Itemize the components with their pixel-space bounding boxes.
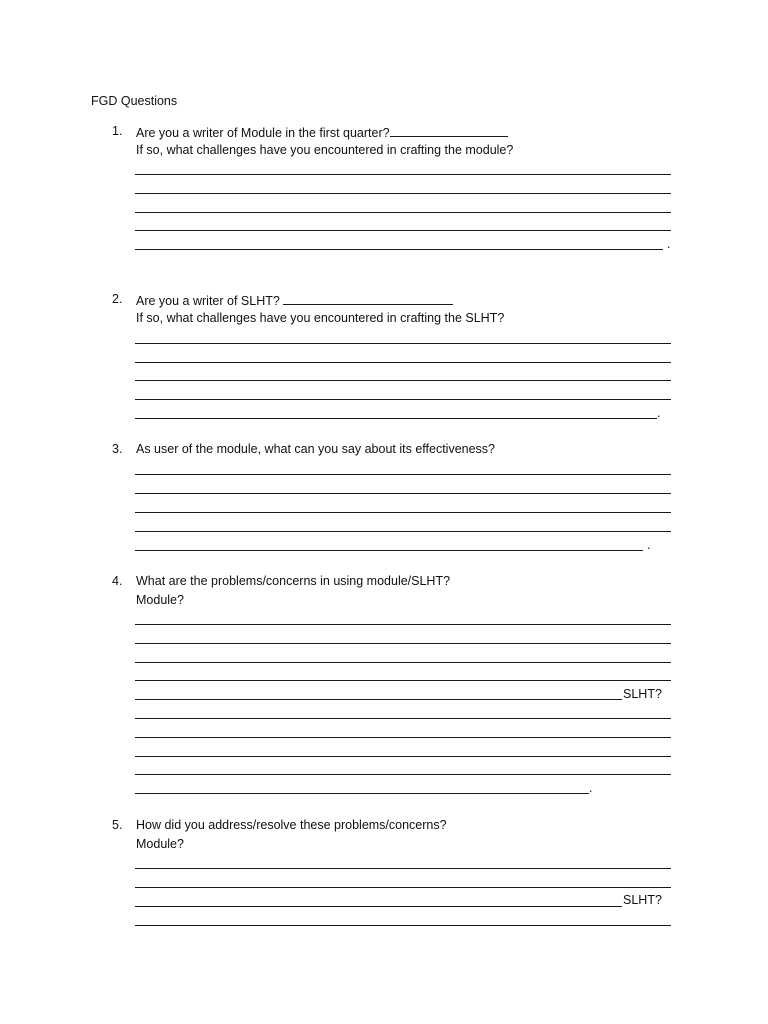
answer-line[interactable] [135, 531, 671, 532]
question-2-end-mark: . [657, 406, 661, 420]
answer-line[interactable] [135, 230, 671, 231]
answer-line[interactable] [135, 774, 671, 775]
answer-line[interactable] [135, 680, 671, 681]
answer-line[interactable] [135, 474, 671, 475]
question-4-module-label: Module? [136, 593, 184, 607]
answer-line[interactable] [135, 362, 671, 363]
answer-line[interactable] [135, 718, 671, 719]
question-2-followup: If so, what challenges have you encountered in crafting the SLHT? [136, 311, 505, 325]
question-1-number: 1. [112, 124, 123, 138]
answer-line[interactable] [135, 793, 589, 794]
answer-line[interactable] [135, 643, 671, 644]
answer-line[interactable] [135, 493, 671, 494]
answer-line[interactable] [135, 399, 671, 400]
question-4-text: What are the problems/concerns in using module/SLHT? [136, 574, 451, 588]
answer-line[interactable] [135, 418, 657, 419]
answer-line[interactable] [135, 193, 671, 194]
question-5-slht-label: SLHT? [623, 893, 662, 907]
question-4-number: 4. [112, 574, 123, 588]
page-title: FGD Questions [91, 94, 178, 108]
question-1-text [136, 124, 508, 140]
answer-line[interactable] [135, 174, 671, 175]
answer-line[interactable] [135, 756, 671, 757]
answer-line[interactable] [135, 380, 671, 381]
answer-line[interactable] [135, 737, 671, 738]
answer-line[interactable] [135, 868, 671, 869]
answer-line[interactable] [135, 624, 671, 625]
answer-line[interactable] [135, 887, 671, 888]
question-2-answer-blank[interactable] [283, 292, 453, 305]
question-2-number: 2. [112, 292, 123, 306]
question-1-end-mark: . [667, 237, 671, 251]
question-2-text [136, 292, 453, 308]
answer-line[interactable] [135, 512, 671, 513]
answer-line[interactable] [135, 699, 622, 700]
question-4-end-mark: . [589, 781, 593, 795]
question-5-number: 5. [112, 818, 123, 832]
question-1-label: Are you a writer of Module in the first quarter? [136, 126, 390, 140]
question-1-answer-blank[interactable] [390, 124, 508, 137]
question-3-text: As user of the module, what can you say about its effectiveness? [136, 442, 496, 456]
question-5-text: How did you address/resolve these problems/concerns? [136, 818, 447, 832]
answer-line[interactable] [135, 550, 643, 551]
answer-line[interactable] [135, 343, 671, 344]
question-1-followup: If so, what challenges have you encountered in crafting the module? [136, 143, 514, 157]
question-5-module-label: Module? [136, 837, 184, 851]
answer-line[interactable] [135, 925, 671, 926]
answer-line[interactable] [135, 906, 622, 907]
answer-line[interactable] [135, 662, 671, 663]
question-4-slht-label: SLHT? [623, 687, 662, 701]
answer-line[interactable] [135, 249, 663, 250]
question-2-label: Are you a writer of SLHT? [136, 294, 280, 308]
question-3-end-mark: . [647, 538, 651, 552]
question-3-number: 3. [112, 442, 123, 456]
answer-line[interactable] [135, 212, 671, 213]
